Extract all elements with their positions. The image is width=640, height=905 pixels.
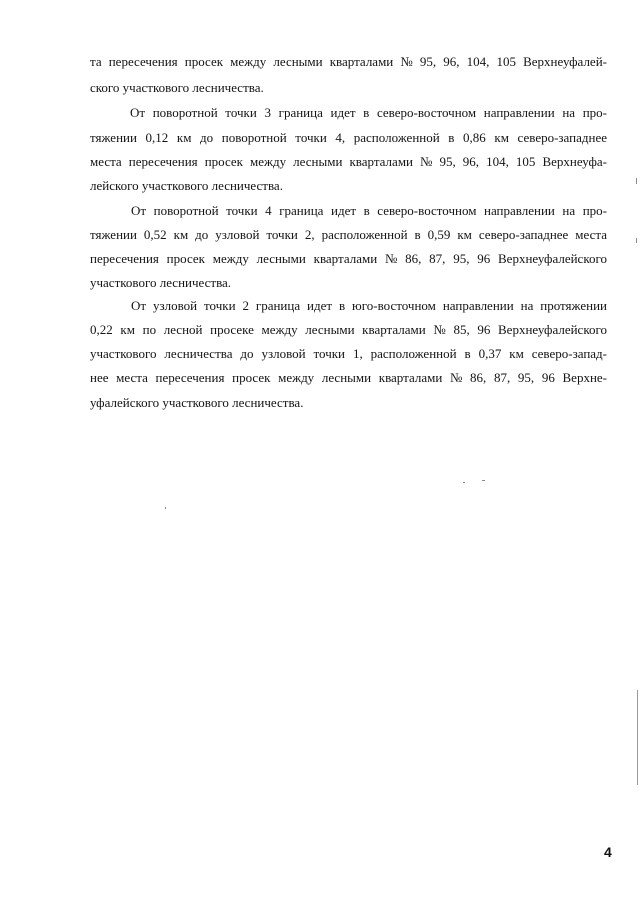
scan-artifact	[463, 482, 465, 483]
text-line: 0,22 км по лесной просеке между лесными кварталами № 85, 96 Верхнеуфалейского	[90, 322, 607, 337]
text-line: пересечения просек между лесными кварталами № 86, 87, 95, 96 Верхнеуфалейского	[90, 251, 607, 266]
text-line: участкового лесничества до узловой точки 1, расположенной в 0,37 км северо-запад-	[90, 346, 607, 361]
scan-artifact	[482, 480, 485, 481]
text-line: нее места пересечения просек между лесными кварталами № 86, 87, 95, 96 Верхне-	[90, 370, 607, 385]
text-line: От поворотной точки 3 граница идет в северо-восточном направлении на про-	[130, 105, 607, 120]
text-line: тяжении 0,52 км до узловой точки 2, расположенной в 0,59 км северо-западнее места	[90, 227, 607, 242]
text-line: От поворотной точки 4 граница идет в северо-восточном направлении на про-	[131, 203, 607, 218]
page-number: 4	[604, 844, 612, 860]
text-line: ского участкового лесничества.	[90, 80, 264, 95]
text-line: тяжении 0,12 км до поворотной точки 4, расположенной в 0,86 км северо-западнее	[90, 130, 607, 145]
scan-artifact	[165, 507, 166, 509]
text-line: лейского участкового лесничества.	[90, 178, 283, 193]
scan-artifact	[636, 178, 637, 184]
text-line: та пересечения просек между лесными кварталами № 95, 96, 104, 105 Верхнеуфалей-	[90, 54, 607, 69]
scan-artifact	[636, 238, 637, 243]
scan-artifact	[637, 690, 638, 785]
text-line: участкового лесничества.	[90, 275, 232, 290]
text-line: места пересечения просек между лесными кварталами № 95, 96, 104, 105 Верхнеуфа-	[90, 154, 607, 169]
text-line: От узловой точки 2 граница идет в юго-восточном направлении на протяжении	[131, 298, 607, 313]
text-line: уфалейского участкового лесничества.	[90, 395, 304, 410]
